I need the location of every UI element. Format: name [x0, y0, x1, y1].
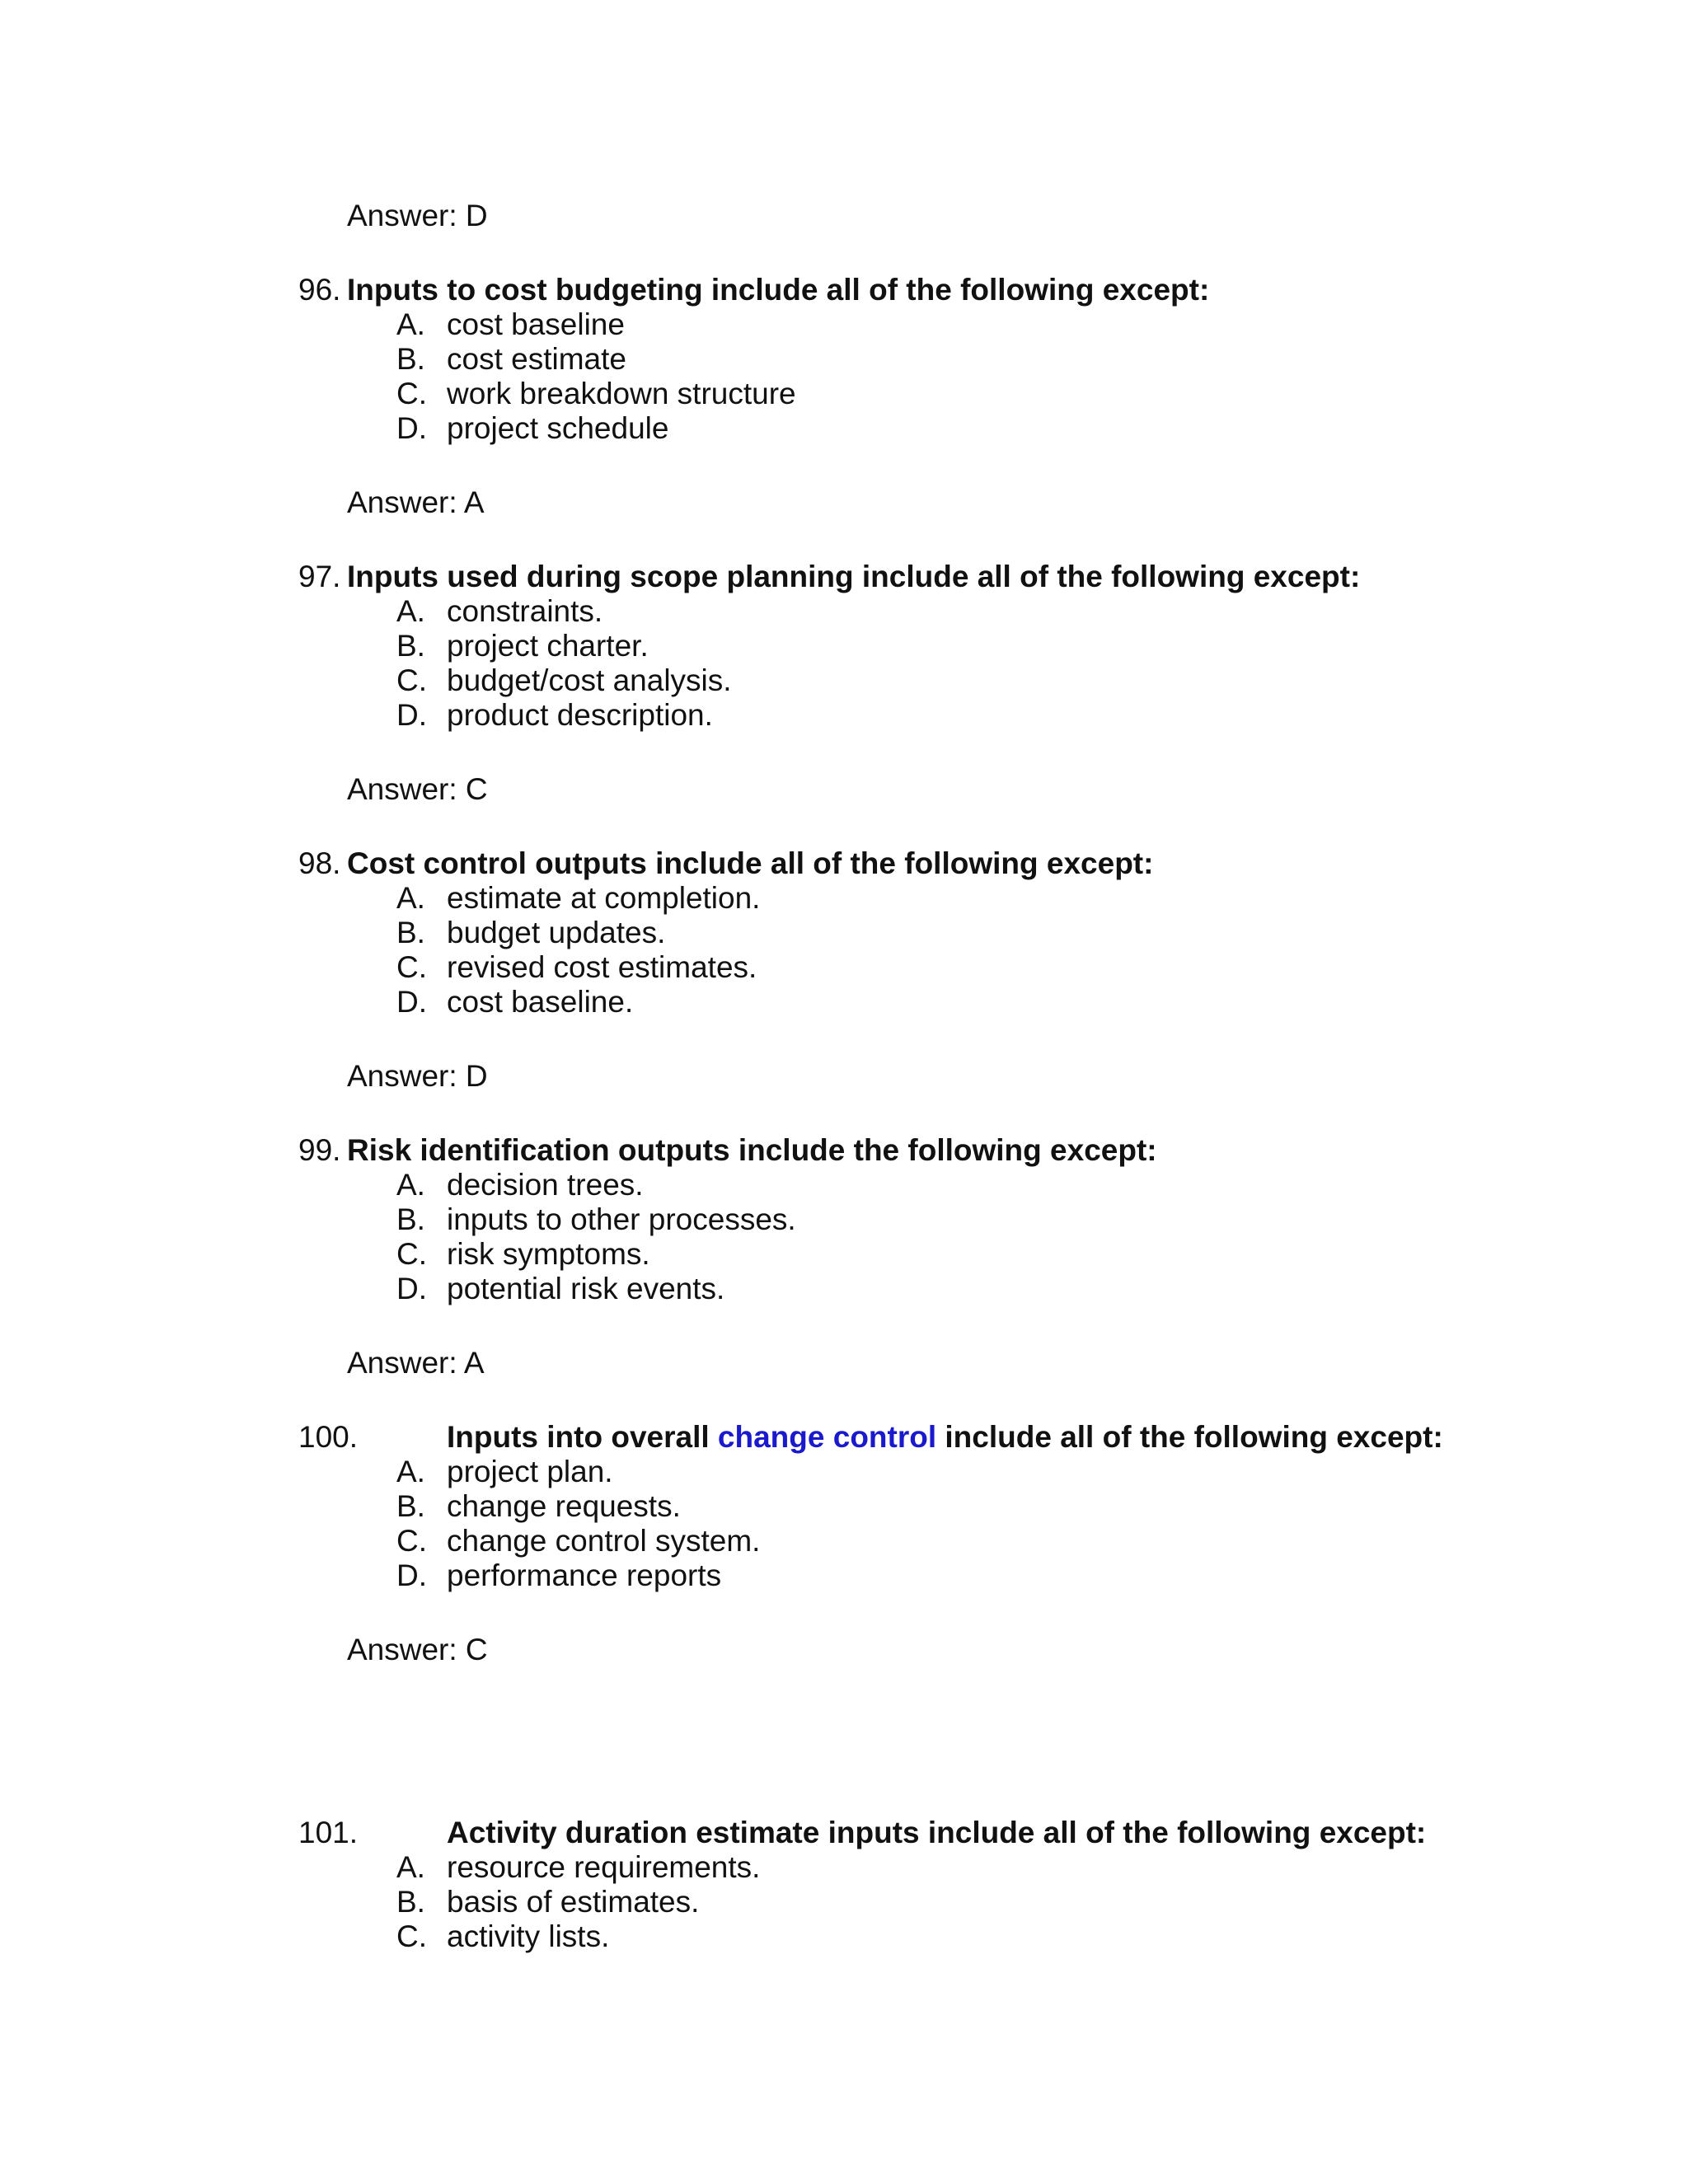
answer-line: Answer: D — [347, 199, 488, 232]
option-text: performance reports — [447, 1558, 722, 1592]
option-letter: B. — [396, 916, 425, 949]
option-text: resource requirements. — [447, 1850, 761, 1884]
option-letter: B. — [396, 1202, 425, 1236]
question-number: 101. — [298, 1816, 359, 1849]
question-number: 100. — [298, 1420, 359, 1454]
option-letter: C. — [396, 1237, 427, 1271]
question-text — [447, 1419, 1443, 1455]
change-control-link[interactable]: change control — [717, 1420, 937, 1454]
option-text: budget/cost analysis. — [447, 663, 732, 697]
option-letter: B. — [396, 342, 425, 376]
option-text: change control system. — [447, 1524, 761, 1558]
option-letter: B. — [396, 629, 425, 663]
option-text: cost estimate — [447, 342, 626, 376]
option-text: basis of estimates. — [447, 1885, 700, 1919]
question-text: Activity duration estimate inputs include all of the following except: — [447, 1816, 1427, 1849]
option-text: product description. — [447, 698, 713, 732]
option-letter: A. — [396, 1455, 425, 1488]
answer-line: Answer: C — [347, 1633, 488, 1666]
option-text: constraints. — [447, 594, 603, 628]
option-text: cost baseline — [447, 307, 625, 341]
question-text: Inputs to cost budgeting include all of the following except: — [347, 273, 1210, 307]
option-text: potential risk events. — [447, 1272, 725, 1305]
answer-line: Answer: A — [347, 1346, 485, 1380]
option-letter: A. — [396, 1168, 425, 1202]
option-text: budget updates. — [447, 916, 666, 949]
option-letter: C. — [396, 663, 427, 697]
question-number: 96. — [298, 273, 341, 307]
answer-line: Answer: A — [347, 485, 485, 519]
option-text: project schedule — [447, 411, 669, 445]
option-text: work breakdown structure — [447, 377, 796, 410]
option-text: risk symptoms. — [447, 1237, 650, 1271]
option-text: revised cost estimates. — [447, 950, 757, 984]
option-letter: A. — [396, 881, 425, 915]
question-text: Risk identification outputs include the following except: — [347, 1133, 1157, 1167]
option-text: activity lists. — [447, 1919, 610, 1953]
question-text: Cost control outputs include all of the following except: — [347, 846, 1154, 880]
option-letter: D. — [396, 1272, 427, 1305]
option-text: decision trees. — [447, 1168, 644, 1202]
option-letter: C. — [396, 1919, 427, 1953]
option-text: project plan. — [447, 1455, 613, 1488]
answer-line: Answer: D — [347, 1059, 488, 1093]
option-letter: B. — [396, 1489, 425, 1523]
question-text: Inputs used during scope planning include all of the following except: — [347, 560, 1361, 593]
question-text-part: include all of the following except: — [936, 1420, 1443, 1454]
answer-line: Answer: C — [347, 772, 488, 806]
option-letter: C. — [396, 377, 427, 410]
option-letter: A. — [396, 594, 425, 628]
option-letter: A. — [396, 1850, 425, 1884]
option-text: project charter. — [447, 629, 649, 663]
option-letter: D. — [396, 985, 427, 1019]
option-text: inputs to other processes. — [447, 1202, 796, 1236]
option-letter: D. — [396, 1558, 427, 1592]
option-letter: A. — [396, 307, 425, 341]
question-number: 98. — [298, 846, 341, 880]
question-text-part: Inputs into overall — [447, 1420, 718, 1454]
option-letter: C. — [396, 1524, 427, 1558]
question-number: 97. — [298, 560, 341, 593]
option-letter: D. — [396, 411, 427, 445]
question-number: 99. — [298, 1133, 341, 1167]
option-letter: C. — [396, 950, 427, 984]
option-text: change requests. — [447, 1489, 681, 1523]
option-text: cost baseline. — [447, 985, 634, 1019]
option-text: estimate at completion. — [447, 881, 761, 915]
option-letter: D. — [396, 698, 427, 732]
option-letter: B. — [396, 1885, 425, 1919]
